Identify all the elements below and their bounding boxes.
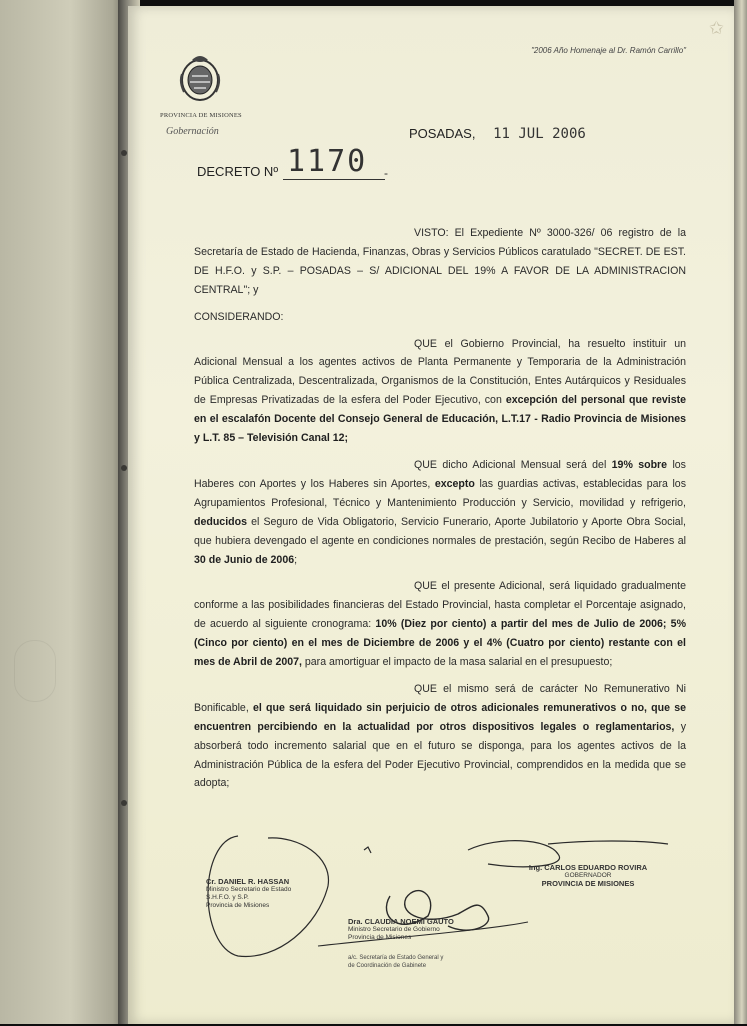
decree-body: [194, 224, 686, 797]
binding-hole: [121, 465, 127, 471]
decree-number: 1170: [283, 144, 385, 180]
binding-hole: [121, 150, 127, 156]
left-book-page: [0, 0, 128, 1024]
signature-rovira: Ing. CARLOS EDUARDO ROVIRA GOBERNADOR PROVINCIA DE MISIONES: [528, 863, 648, 888]
signature-area: [128, 826, 734, 1026]
header-motto: "2006 Año Homenaje al Dr. Ramón Carrillo": [531, 46, 686, 55]
signature-hassan: Cr. DANIEL R. HASSAN Ministro Secretario de Estado S.H.F.O. y S.P. Provincia de Misiones: [206, 877, 292, 909]
visto-paragraph: VISTO: El Expediente Nº 3000-326/ 06 registro de la Secretaría de Estado de Hacienda, Finanzas, Obras y Servicios Públicos caratulado "SECRET. DE EST. DE H.F.O. y S.P. – POSADAS – S/ ADICIONAL DEL 19% A FAVOR DE LA ADMINISTRACION CENTRAL"; y: [194, 227, 686, 296]
paragraph-1: QUE el Gobierno Provincial, ha resuelto instituir un Adicional Mensual a los agentes activos de Planta Permanente y Temporaria de la Administración Pública Centralizada, Descentralizada, Organismos de la Constitución, Entes Autárquicos y Residuales de Empresas Privatizadas de la esfera del Poder Ejecutivo, con excepción del personal que reviste en el escalafón Docente del Consejo General de Educación, L.T.17 - Radio Provincia de Misiones y L.T. 85 – Televisión Canal 12;: [194, 337, 687, 445]
star-icon: ✩: [708, 18, 724, 38]
signature-note: a/c. Secretaría de Estado General y de Coordinación de Gabinete: [348, 955, 444, 969]
paragraph-4: QUE el mismo será de carácter No Remunerativo Ni Bonificable, el que será liquidado sin perjuicio de otros adicionales remunerativos o no, que se encuentren percibiendo en la actualidad por otros dispositivos legales o reglamentarios, y absorberá todo incremento salarial que en el futuro se disponga, para los agentes activos de la Administración Pública de la esfera del Poder Ejecutivo Provincial, comprendidos en la medida que se adopta;: [194, 682, 686, 790]
coat-of-arms-icon: [178, 52, 222, 104]
considerando-heading: CONSIDERANDO:: [194, 310, 284, 323]
faint-mark: [14, 640, 56, 702]
province-name: PROVINCIA DE MISIONES: [160, 112, 242, 119]
date-stamp: 11 JUL 2006: [493, 126, 586, 142]
government-name: Gobernación: [166, 126, 219, 137]
signature-gauto: Dra. CLAUDIA NOEMI GAUTO Ministro Secretario de Gobierno Provincia de Misiones: [348, 917, 454, 941]
decree-label: DECRETO Nº: [197, 164, 279, 179]
paragraph-2: QUE dicho Adicional Mensual será del 19% sobre los Haberes con Aportes y los Haberes sin Aportes, excepto las guardias activas, establecidas para los Agrupamientos Profesional, Técnico y Mantenimiento Producción y Servicio, movilidad y refrigerio, deducidos el Seguro de Vida Obligatorio, Servicio Funerario, Aporte Jubilatorio y Aporte Obra Social, que hubiera devengado el agente en condiciones normales de prestación, según Recibo de Haberes al 30 de Junio de 2006;: [194, 458, 686, 566]
place: POSADAS,: [409, 126, 476, 141]
decree-dash: -: [384, 166, 388, 180]
place-date: [409, 126, 586, 142]
paragraph-3: QUE el presente Adicional, será liquidado gradualmente conforme a las posibilidades financieras del Estado Provincial, hasta completar el Porcentaje asignado, de acuerdo al siguiente cronograma: 10% (Diez por ciento) a partir del mes de Julio de 2006; 5% (Cinco por ciento) en el mes de Diciembre de 2006 y el 4% (Cuatro por ciento) restante con el mes de Abril de 2007, para amortiguar el impacto de la masa salarial en el presupuesto;: [194, 580, 686, 669]
page-edge: [734, 0, 747, 1024]
decree-page: [128, 6, 734, 1024]
binding-hole: [121, 800, 127, 806]
